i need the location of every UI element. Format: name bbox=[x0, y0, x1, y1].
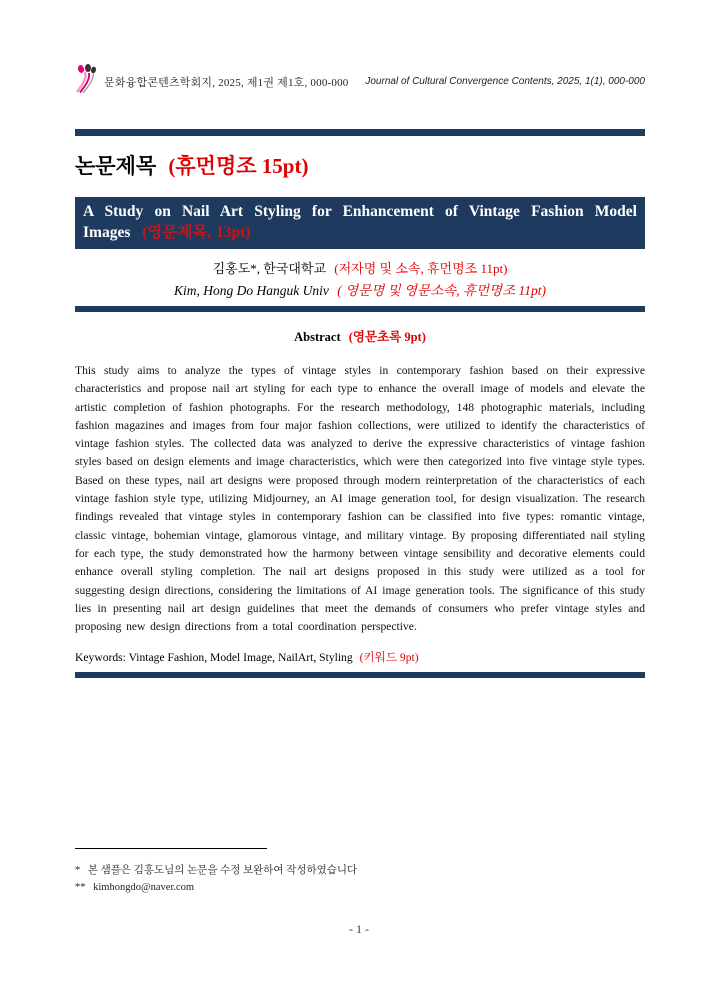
journal-name-korean: 문화융합콘텐츠학회지, 2025, 제1권 제1호, 000-000 bbox=[104, 76, 349, 89]
paper-title-korean-note: (휴먼명조 15pt) bbox=[168, 154, 309, 178]
footnote-email bbox=[75, 882, 357, 893]
keywords-label: Keywords: bbox=[75, 651, 126, 665]
page-number: - 1 - bbox=[349, 922, 369, 936]
author-korean-note: (저자명 및 소속, 휴먼명조 11pt) bbox=[334, 261, 508, 276]
footnote-block bbox=[75, 848, 357, 893]
author-line-english bbox=[75, 279, 645, 299]
page bbox=[75, 0, 645, 678]
footnote-text-1: 본 샘플은 김홍도님의 논문을 수정 보완하여 작성하였습니다 bbox=[87, 865, 358, 876]
paper-title-korean bbox=[75, 150, 645, 180]
keywords-rule bbox=[75, 672, 645, 678]
abstract-text: This study aims to analyze the types of vintage styles in contemporary fashion based on their expressive characteristics and propose nail art styling for each type to enhance the overall image of models and elevate the artistic completion of fashion photographs. For the research methodology, 148 photographic materials, including fashion magazines and images from four major fashion collections, were utilized to identify the characteristics of vintage fashion styles. The collected data was analyzed to derive the expressive characteristics of vintage fashion styles based on design elements and image characteristics, which were then categorized into five vintage style types. Based on these types, nail art designs were proposed through modern reinterpretation of the characteristics of each vintage fashion style type, utilizing Midjourney, an AI image generation tool, for design visualization. The research findings revealed that vintage styles in contemporary fashion can be classified into five types: romantic vintage, classic vintage, bohemian vintage, glamorous vintage, and military vintage. By proposing differentiated nail styling for each type, the study demonstrated how the harmony between vintage sensibility and decorative elements could enhance overall styling completion. The nail art designs proposed in this study were utilized as a tool for suggesting design directions, considering the limitations of AI image generation tools. The significance of this study lies in presenting nail art design guidelines that meet the demands of consumers who prefer vintage styles and proposing new design directions from a total coordination perspective. bbox=[75, 364, 645, 634]
footnote-rule bbox=[75, 848, 267, 849]
paper-title-english-text: A Study on Nail Art Styling for Enhancement of Vintage Fashion Model Images bbox=[83, 203, 637, 241]
journal-name-english: Journal of Cultural Convergence Contents, 2025, 1(1), 000-000 bbox=[365, 76, 645, 87]
journal-header-left bbox=[75, 64, 348, 99]
keywords-note: (키워드 9pt) bbox=[359, 651, 419, 665]
paper-title-english-box bbox=[75, 197, 645, 249]
author-line-korean bbox=[75, 258, 645, 277]
keywords-line bbox=[75, 649, 645, 665]
author-korean-text: 김홍도*, 한국대학교 bbox=[212, 261, 327, 276]
authors-rule bbox=[75, 306, 645, 312]
paper-title-korean-text: 논문제목 bbox=[75, 154, 157, 178]
author-english-text: Kim, Hong Do Hanguk Univ bbox=[174, 283, 329, 298]
abstract-heading bbox=[75, 327, 645, 345]
footnote-text-2: kimhongdo@naver.com bbox=[93, 882, 195, 893]
abstract-heading-note: (영문초록 9pt) bbox=[348, 330, 426, 344]
paper-title-english-note: (영문제목, 13pt) bbox=[142, 224, 251, 241]
top-rule bbox=[75, 129, 645, 136]
footnote-marker-1: * bbox=[75, 865, 81, 876]
journal-header bbox=[75, 0, 645, 99]
author-english-note: ( 영문명 및 영문소속, 휴먼명조 11pt) bbox=[337, 283, 546, 298]
footnote-marker-2: ** bbox=[75, 882, 86, 893]
footnote-sample-note bbox=[75, 862, 357, 877]
abstract-heading-text: Abstract bbox=[294, 330, 341, 344]
keywords-list: Vintage Fashion, Model Image, NailArt, Styling bbox=[128, 651, 353, 665]
journal-logo-icon bbox=[75, 64, 97, 99]
